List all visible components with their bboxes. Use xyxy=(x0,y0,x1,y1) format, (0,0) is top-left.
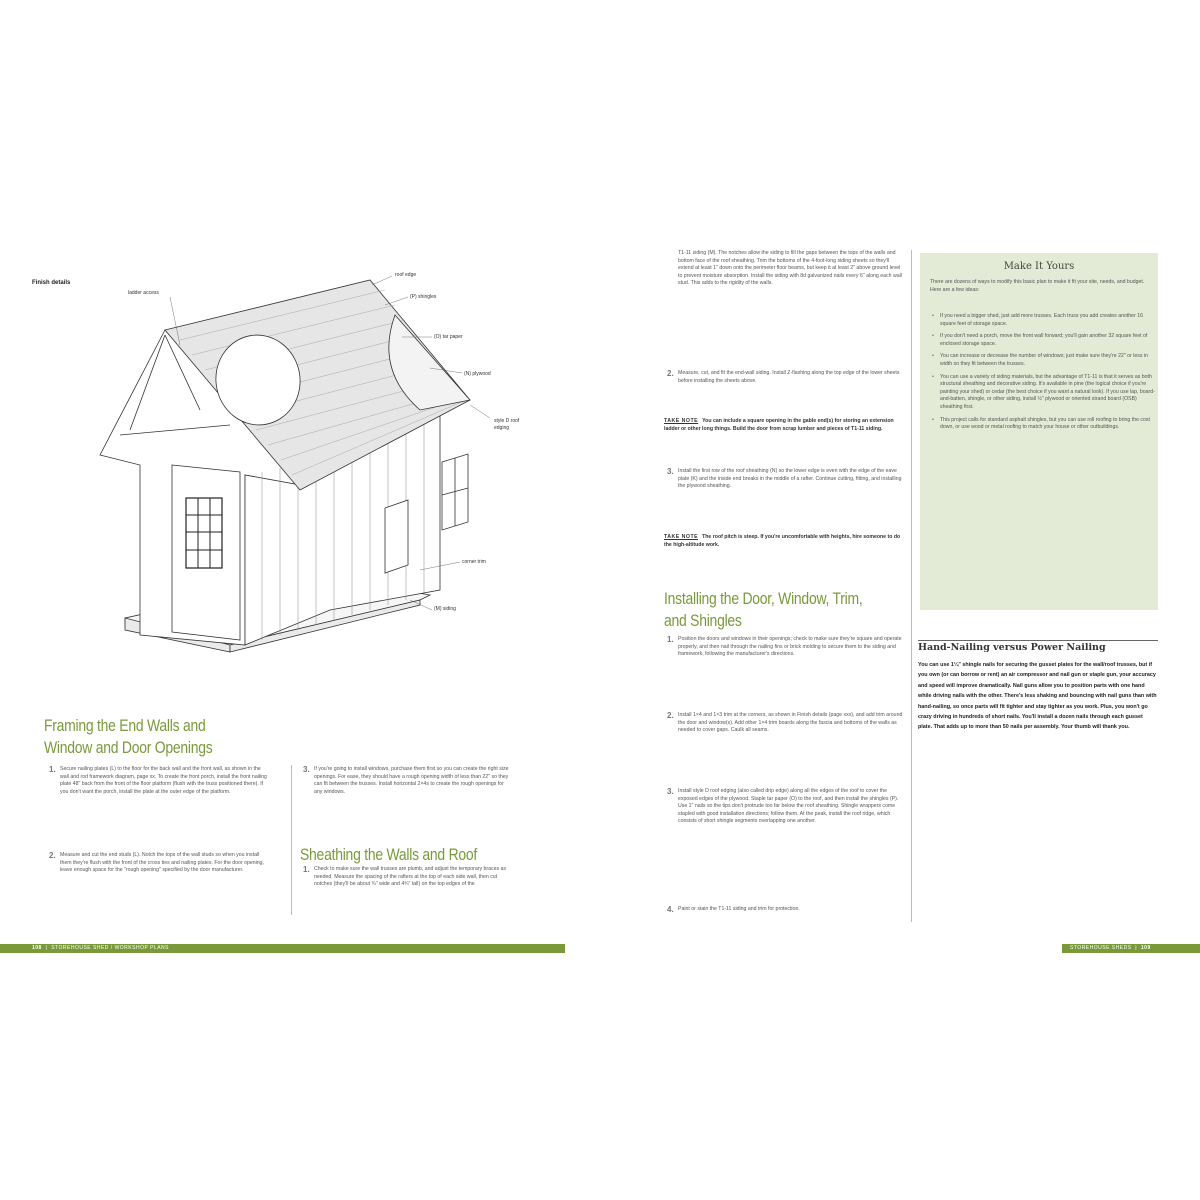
sidebar-title: Make It Yours xyxy=(1003,261,1075,272)
shed-illustration xyxy=(0,240,600,660)
sidebar-make-it-yours xyxy=(920,253,1158,610)
list-item: • This project calls for standard asphalt shingles, but you can use roll roofing to bring the cost down, or use wood or metal roofing to match your house or other outbuildings. xyxy=(940,417,1158,432)
list-item: • You can use a variety of siding materials, but the advantage of T1-11 is that it serves as both structural sheathing and decorative siding. It's available in pine (the logical choice if you're painting your shed) or cedar (the best choice if you want a natural look). If you use lap, board-and-batten, shingle, or other siding, install ½" plywood or oriented strand board (OSB) sheathing first. xyxy=(940,374,1158,412)
list-item: • If you don't need a porch, move the front wall forward; you'll gain another 32 square feet of enclosed storage space. xyxy=(940,333,1158,348)
step-install-4: 4. Paint or stain the T1-11 siding and trim for protection. xyxy=(667,905,800,914)
heading-framing: Framing the End Walls and Window and Door Openings xyxy=(44,716,213,757)
sidebar-intro: There are dozens of ways to modify this basic plan to make it fit your site, needs, and budget. Here are a few ideas: xyxy=(930,279,1145,293)
step-install-1: 1. Position the doors and windows in their openings; check to make sure they're square and operate properly, and then nail through the nailing fins or brick molding to secure them to the siding and framework, following the manufacturer's directions. xyxy=(667,635,902,658)
box-rule xyxy=(918,640,1158,641)
step-framing-1: 1. Secure nailing plates (L) to the floor for the back wall and the front wall, as shown in the wall and rod framework diagram, page xx. To create the front porch, install the front nailing plate 48" back from the front of the floor platform (flush with the truss positioned there). If you don't want the porch, install the plate at the outer edge of the platform. xyxy=(49,765,267,795)
left-page xyxy=(0,240,600,970)
callout-siding: (M) siding xyxy=(434,606,456,612)
footer-left: 108 | STOREHOUSE SHED / WORKSHOP PLANS xyxy=(32,945,169,951)
heading-installing: Installing the Door, Window, Trim, and Shingles xyxy=(664,589,863,630)
siding-paragraph: T1-11 siding (M). The notches allow the siding to fill the gaps between the tops of the walls and bottom face of the roof sheathing. Trim the bottoms of the 4-foot-long siding sheets so they'll extend at least 1" down onto the perimeter floor beams, but keep it at least 2" above ground level to prevent moisture absorption. Install the siding with 8d galvanized nails every 6" along each wall stud. This adds to the rigidity of the walls. xyxy=(678,250,902,287)
callout-ladder-access: ladder access xyxy=(128,290,159,296)
figure-label: Finish details xyxy=(32,280,71,286)
heading-sheathing: Sheathing the Walls and Roof xyxy=(300,845,478,864)
step-sheathing-2: 2. Measure, cut, and fit the end-wall siding. Install Z-flashing along the top edge of the lower sheets before installing the sheets above. xyxy=(667,369,900,384)
callout-shingles: (P) shingles xyxy=(410,294,437,300)
callout-plywood: (N) plywood xyxy=(464,371,491,377)
step-framing-3: 3. If you're going to install windows, purchase them first so you can create the right size openings. For ease, they should have a rough opening width of less than 22" so they can fit between the trusses. Install horizontal 2×4s to create the rough openings for any windows. xyxy=(303,765,509,795)
step-sheathing-1: 1. Check to make sure the wall trusses are plumb, and adjust the temporary braces as needed. Measure the spacing of the rafters at the top of each side wall, then cut notches (they'll be about ¾" wide and 4¾" tall) on the top edges of the xyxy=(303,865,507,888)
column-divider-right xyxy=(911,250,912,922)
callout-roof-edging: style D roof edging xyxy=(494,418,520,431)
callout-corner-trim: corner trim xyxy=(462,559,486,565)
callout-tar-paper: (O) tar paper xyxy=(434,334,463,340)
list-item: • You can increase or decrease the number of windows; just make sure they're 22" or less in width so they fit between the trusses. xyxy=(940,353,1158,368)
take-note-1: TAKE NOTE You can include a square opening in the gable end(s) for storing an extension ladder or other long things. Build the door from scrap lumber and pieces of T1-11 siding. xyxy=(664,418,894,432)
column-divider xyxy=(291,765,292,915)
step-install-2: 2. Install 1×4 and 1×3 trim at the corners, as shown in Finish details (page xxx), and add trim around the door and window(s). Add other 1×4 trim boards along the fascia and bottoms of the walls as needed to cover gaps. Caulk all seams. xyxy=(667,711,903,734)
footer-right: STOREHOUSE SHEDS | 109 xyxy=(1070,945,1151,951)
take-note-2: TAKE NOTE The roof pitch is steep. If you're uncomfortable with heights, hire someone to do the high-altitude work. xyxy=(664,534,901,548)
box-title-hand-nailing: Hand-Nailing versus Power Nailing xyxy=(918,642,1106,653)
sidebar-list xyxy=(930,313,1158,437)
list-item: • If you need a bigger shed, just add more trusses. Each truss you add creates another 16 square feet of storage space. xyxy=(940,313,1158,328)
step-install-3: 3. Install style D roof edging (also called drip edge) along all the edges of the roof to cover the exposed edges of the plywood. Staple tar paper (O) to the roof, and then install the shingles (P). Use 1" nails so the tips don't protrude too far below the roof sheathing. Shingle wrappers come stapled with good installation directions; follow them. At the peak, install the roof ridge, which consists of short shingle segments overlapping one another. xyxy=(667,787,899,825)
box-body-hand-nailing: You can use 1¼" shingle nails for securing the gusset plates for the wall/roof trusses, but if you own (or can borrow or rent) an air compressor and nail gun or staple gun, your accuracy and speed will improve dramatically. Nail guns allow you to position parts with one hand while driving nails with the other. There's less shaking and bouncing with nail guns than with hand-nailing, so once parts will fit tighter and stay tighter as you work. Plus, you won't go crazy driving in hundreds of short nails. You'll install a dozen nails through each gusset plate. That adds up to more than 50 nails per assembly. Your thumb will thank you. xyxy=(918,662,1157,731)
step-sheathing-3: 3. Install the first row of the roof sheathing (N) so the lower edge is even with the edge of the eave plate (K) and the inside end breaks in the middle of a rafter. Continue cutting, fitting, and installing the plywood sheathing. xyxy=(667,467,902,490)
callout-roof-edge: roof edge xyxy=(395,272,417,278)
step-framing-2: 2. Measure and cut the end studs (L). Notch the tops of the wall studs so when you install them they're flush with the front of the cross ties and nailing plates. For the door opening, leave enough space for the "rough opening" specified by the door manufacturer. xyxy=(49,851,264,874)
